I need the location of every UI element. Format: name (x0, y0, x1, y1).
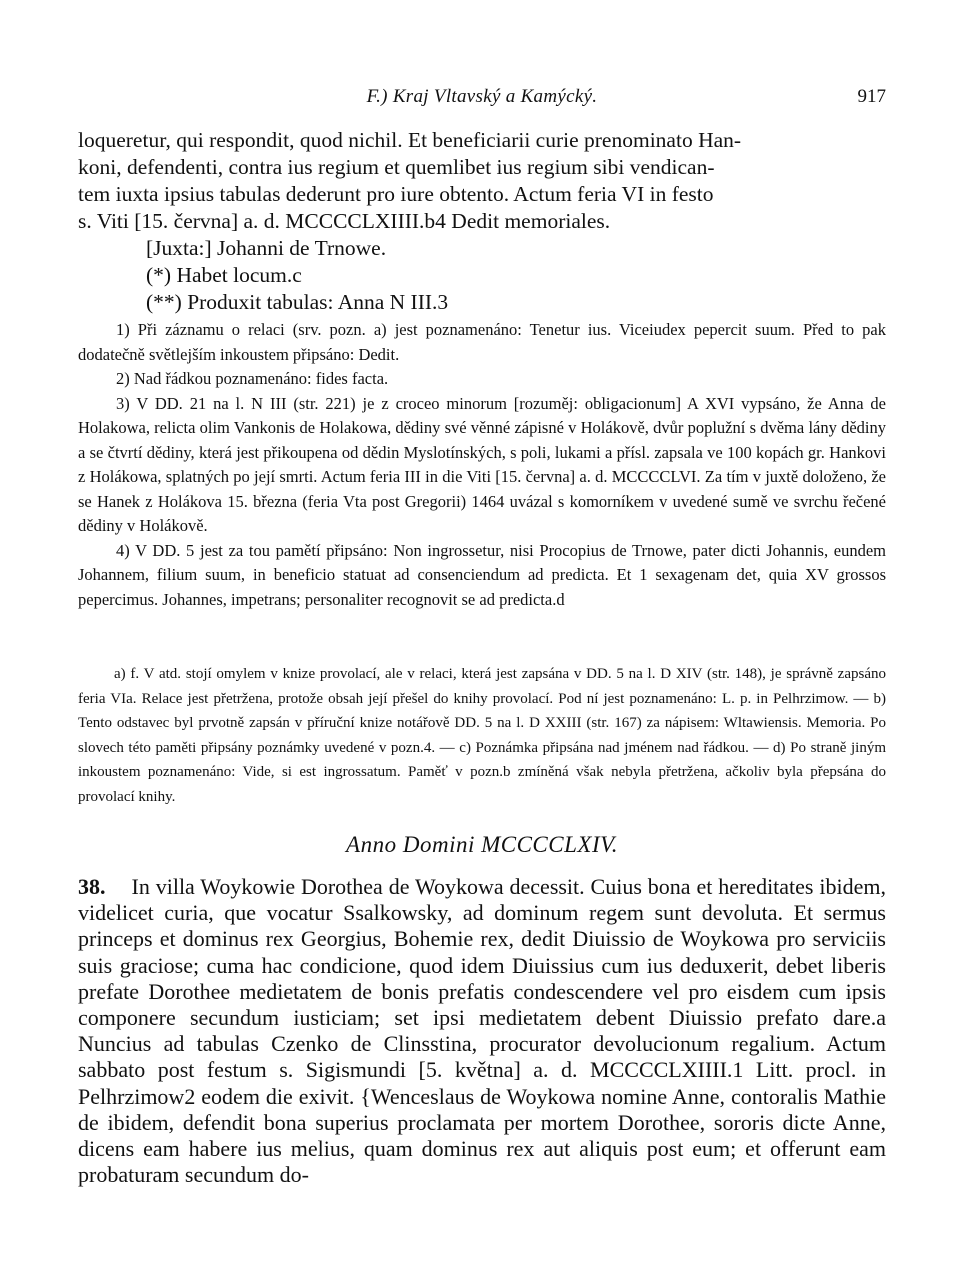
text-line: koni, defendenti, contra ius regium et quemlibet ius regium sibi vendican- (78, 155, 715, 179)
text-line: (*) Habet locum.c (146, 263, 302, 287)
entry-number: 38. (78, 874, 106, 899)
top-paragraph (78, 127, 886, 316)
page-header (78, 86, 886, 112)
text-line: (**) Produxit tabulas: Anna N III.3 (146, 290, 449, 314)
entry-paragraph (78, 874, 886, 1188)
section-heading: Anno Domini MCCCCLXIV. (346, 832, 618, 857)
text-line: tem iuxta ipsius tabulas dederunt pro iure obtento. Actum feria VI in festo (78, 182, 714, 206)
text-line: [Juxta:] Johanni de Trnowe. (146, 236, 387, 260)
page-number: 917 (857, 86, 886, 107)
note-1: 1) Při záznamu o relaci (srv. pozn. a) jest poznamenáno: Tenetur ius. Viceiudex pepercit suum. Před to pak dodatečně světlejším inkoustem připsáno: Dedit. (78, 320, 886, 364)
note-3: 3) V DD. 21 na l. N III (str. 221) je z croceo minorum [rozuměj: obligacionum] A XVI vypsáno, že Anna de Holakowa, relicta olim Vankonis de Holakowa, dědiny své věnné zápisné v Holákově, dvůr poplužní s dvěma lány dědiny a se čtvrtí dědiny, která jest přikoupena od dědin Myslotínských, s poli, lukami a přísl. zapsala ve 100 kopách gr. Hankovi z Holákowa, splatných po její smrti. Actum feria III in die Viti [15. června] a. d. MCCCCLVI. Za tím v juxtě doloženo, že se Hanek z Holákova 15. března (feria Vta post Gregorii) 1464 uvázal s komorníkem v uvedené sumě ve svrchu řečené dědiny v Holákově. (78, 393, 886, 535)
text-line: s. Viti [15. června] a. d. MCCCCLXIIII.b4 Dedit memoriales. (78, 209, 611, 233)
entry-text: In villa Woykowie Dorothea de Woykowa decessit. Cuius bona et hereditates ibidem, videlicet curia, que vocatur Ssalkowsky, ad dominum regem sunt devoluta. Et sermus princeps et dominus rex Georgius, Bohemie rex, dedit Diuissio de Woykowa pro serviciis suis graciose; cuma hac condicione, quod idem Diuissius cum ius deduxerit, debet liberis prefate Dorothee medietatem de bonis prefatis condescendere vel pro eisdem cum ipsis componere secundum iusticiam; set ipsi medietatem debent Diuissio prefato dare.a Nuncius ad tabulas Czenko de Clinsstina, procurator devolucionum regalium. Actum sabbato post festum s. Sigismundi [5. května] a. d. MCCCCLXIIII.1 Litt. procl. in Pelhrzimow2 eodem die exivit. {Wenceslaus de Woykowa nomine Anne, contoralis Mathie de ibidem, defendit bona superius proclamata per mortem Dorothee, sororis dicte Anne, dicens eam habere ius melius, quam dominus rex aut aliquis post eum; et offerunt eam probaturam secundum do- (78, 874, 886, 1188)
note-2: 2) Nad řádkou poznamenáno: fides facta. (116, 369, 389, 388)
footnotes-section (78, 662, 886, 809)
notes-section (78, 318, 886, 612)
running-title: F.) Kraj Vltavský a Kamýcký. (366, 86, 598, 107)
note-4: 4) V DD. 5 jest za tou pamětí připsáno: Non ingrossetur, nisi Procopius de Trnowe, pater dicti Johannis, eundem Johannem, filium suum, in beneficio statuat ad consenciendum ad predicta. Et 1 sexagenam det, quia XV grossos pepercimus. Johannes, impetrans; personaliter recognovit se ad predicta.d (78, 540, 886, 609)
text-line: loqueretur, qui respondit, quod nichil. Et beneficiarii curie prenominato Han- (78, 128, 742, 152)
entry-38 (78, 874, 886, 1188)
footnote-block: a) f. V atd. stojí omylem v knize provolací, ale v relaci, která jest zapsána v DD. 5 na l. D XIV (str. 148), je správně zapsáno feria VIa. Relace jest přetržena, protože obsah její přešel do knihy provolací. Pod ní jest poznamenáno: L. p. in Pelhrzimow. — b) Tento odstavec byl prvotně zapsán v příruční knize notářově DD. 5 na l. D XXIII (str. 167) za nápisem: Wltawiensis. Memoria. Po slovech této paměti připsány poznámky uvedené v pozn.4. — c) Poznámka připsána nad jménem nad řádkou. — d) Po straně jiným inkoustem poznamenáno: Vide, si est ingrossatum. Paměť v pozn.b zmíněná však nebyla přetržena, ačkoliv byla přepsána do provolací knihy. (78, 666, 886, 805)
